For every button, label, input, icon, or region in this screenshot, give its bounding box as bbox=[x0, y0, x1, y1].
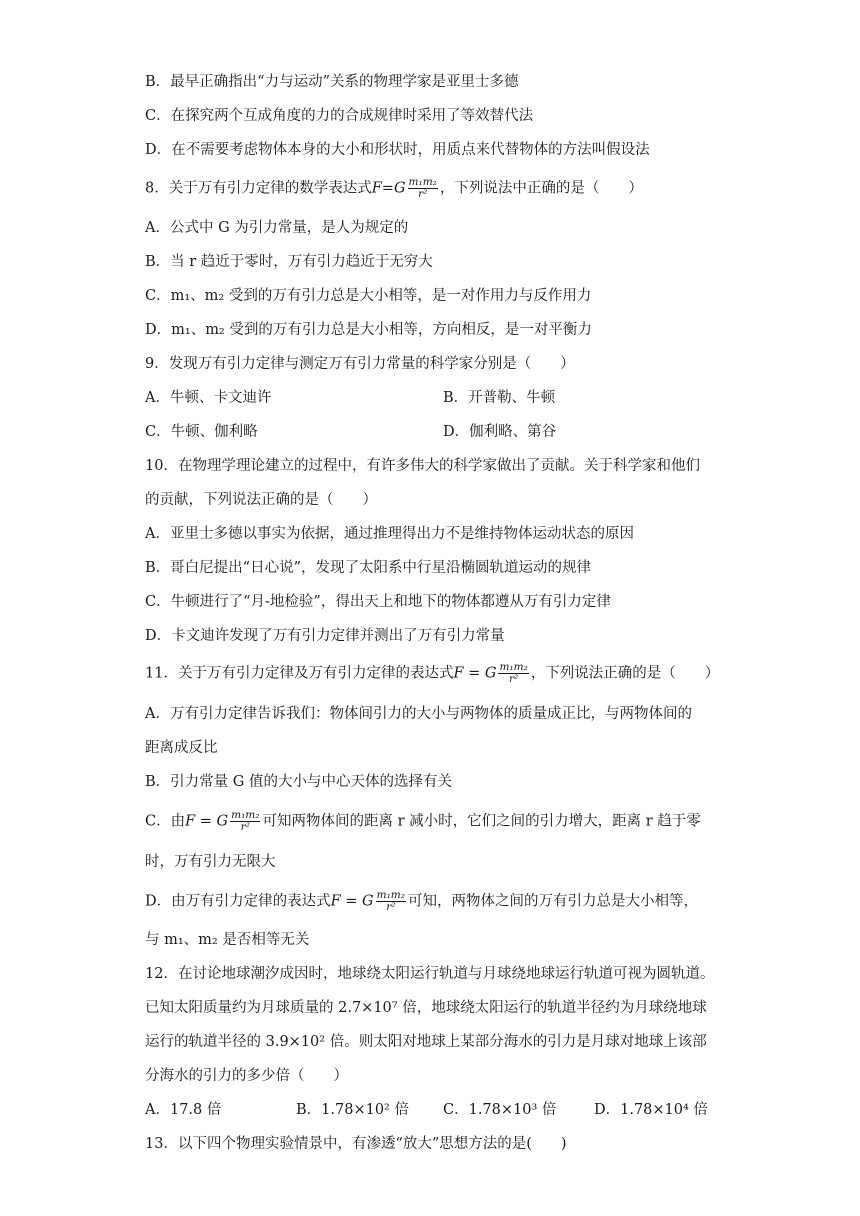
q11-formula-numerator: m₁m₂ bbox=[499, 661, 528, 673]
q11-option-d-line2: 与 m₁、m₂ 是否相等无关 bbox=[145, 932, 310, 948]
q11-formula-denominator: r² bbox=[509, 673, 519, 685]
q12-stem-line1: 12．在讨论地球潮汐成因时，地球绕太阳运行轨道与月球绕地球运行轨道可视为圆轨道。 bbox=[145, 966, 715, 982]
q11d-formula-left: F = G bbox=[330, 893, 374, 910]
q11-option-a-line2: 距离成反比 bbox=[145, 740, 218, 756]
q7-option-b: B．最早正确指出“力与运动”关系的物理学家是亚里士多德 bbox=[145, 74, 519, 90]
q11c-formula-denominator: r² bbox=[240, 821, 250, 833]
q11d-pre: D．由万有引力定律的表达式 bbox=[145, 893, 331, 910]
q10-stem-line2: 的贡献，下列说法正确的是（ ） bbox=[145, 492, 377, 508]
q8-formula-left: F=G bbox=[371, 180, 406, 197]
q8-option-d: D．m₁、m₂ 受到的万有引力总是大小相等，方向相反，是一对平衡力 bbox=[145, 322, 592, 338]
q11-stem bbox=[145, 662, 719, 685]
q8-option-c: C．m₁、m₂ 受到的万有引力总是大小相等，是一对作用力与反作用力 bbox=[145, 288, 592, 304]
q11-formula-fraction bbox=[498, 662, 528, 685]
q9-option-d: D．伽利略、第谷 bbox=[443, 424, 557, 440]
q8-formula-numerator: m₁m₂ bbox=[408, 176, 437, 188]
q12-stem-line2: 已知太阳质量约为月球质量的 2.7×10⁷ 倍，地球绕太阳运行的轨道半径约为月球绕地球 bbox=[145, 1000, 707, 1016]
q11-option-d bbox=[145, 890, 698, 913]
q11-stem-pre: 11．关于万有引力定律及万有引力定律的表达式 bbox=[145, 665, 454, 682]
q9-option-c: C．牛顿、伽利略 bbox=[145, 424, 258, 440]
q11c-formula-fraction bbox=[230, 810, 260, 833]
q8-option-b: B．当 r 趋近于零时，万有引力趋近于无穷大 bbox=[145, 254, 433, 270]
q9-stem: 9．发现万有引力定律与测定万有引力常量的科学家分别是（ ） bbox=[145, 356, 575, 372]
q10-option-d: D．卡文迪许发现了万有引力定律并测出了万有引力常量 bbox=[145, 628, 505, 644]
q8-stem bbox=[145, 177, 643, 200]
q9-option-b: B．开普勒、牛顿 bbox=[443, 390, 556, 406]
q8-formula-fraction bbox=[408, 177, 438, 200]
q11c-pre: C．由 bbox=[145, 813, 186, 830]
q10-option-b: B．哥白尼提出“日心说”，发现了太阳系中行星沿椭圆轨道运动的规律 bbox=[145, 560, 591, 576]
q12-stem-line3: 运行的轨道半径的 3.9×10² 倍。则太阳对地球上某部分海水的引力是月球对地球上该部 bbox=[145, 1034, 707, 1050]
q12-option-c: C．1.78×10³ 倍 bbox=[443, 1102, 557, 1118]
q7-option-c: C．在探究两个互成角度的力的合成规律时采用了等效替代法 bbox=[145, 108, 534, 124]
q12-option-a: A．17.8 倍 bbox=[145, 1102, 222, 1118]
q11-option-c bbox=[145, 810, 701, 833]
q11-option-a-line1: A．万有引力定律告诉我们：物体间引力的大小与两物体的质量成正比，与两物体间的 bbox=[145, 706, 692, 722]
q12-option-b: B．1.78×10² 倍 bbox=[296, 1102, 409, 1118]
q11d-formula-fraction bbox=[376, 890, 406, 913]
q11d-post: 可知，两物体之间的万有引力总是大小相等， bbox=[407, 893, 698, 910]
q8-option-a: A．公式中 G 为引力常量，是人为规定的 bbox=[145, 220, 409, 236]
q11-option-b: B．引力常量 G 值的大小与中心天体的选择有关 bbox=[145, 774, 452, 790]
q7-option-d: D．在不需要考虑物体本身的大小和形状时，用质点来代替物体的方法叫假设法 bbox=[145, 142, 650, 158]
q10-option-c: C．牛顿进行了“月-地检验”，得出天上和地下的物体都遵从万有引力定律 bbox=[145, 594, 611, 610]
q11c-formula-numerator: m₁m₂ bbox=[231, 809, 260, 821]
q8-stem-pre: 8．关于万有引力定律的数学表达式 bbox=[145, 180, 372, 197]
q8-formula-denominator: r² bbox=[418, 188, 428, 200]
q11-formula-left: F = G bbox=[453, 665, 497, 682]
q8-stem-post: ，下列说法中正确的是（ ） bbox=[439, 180, 643, 197]
q10-option-a: A．亚里士多德以事实为依据，通过推理得出力不是维持物体运动状态的原因 bbox=[145, 526, 634, 542]
q11d-formula-denominator: r² bbox=[386, 901, 396, 913]
q13-stem: 13．以下四个物理实验情景中，有渗透“放大”思想方法的是( ) bbox=[145, 1136, 567, 1152]
q11c-post: 可知两物体间的距离 r 减小时，它们之间的引力增大，距离 r 趋于零 bbox=[262, 813, 701, 830]
q11-stem-post: ，下列说法正确的是（ ） bbox=[530, 665, 720, 682]
q11-option-c-line2: 时，万有引力无限大 bbox=[145, 854, 276, 870]
q11d-formula-numerator: m₁m₂ bbox=[376, 889, 405, 901]
q12-stem-line4: 分海水的引力的多少倍（ ） bbox=[145, 1068, 348, 1084]
q11c-formula-left: F = G bbox=[185, 813, 229, 830]
q12-option-d: D．1.78×10⁴ 倍 bbox=[594, 1102, 708, 1118]
q10-stem-line1: 10．在物理学理论建立的过程中，有许多伟大的科学家做出了贡献。关于科学家和他们 bbox=[145, 458, 700, 474]
q9-option-a: A．牛顿、卡文迪许 bbox=[145, 390, 272, 406]
